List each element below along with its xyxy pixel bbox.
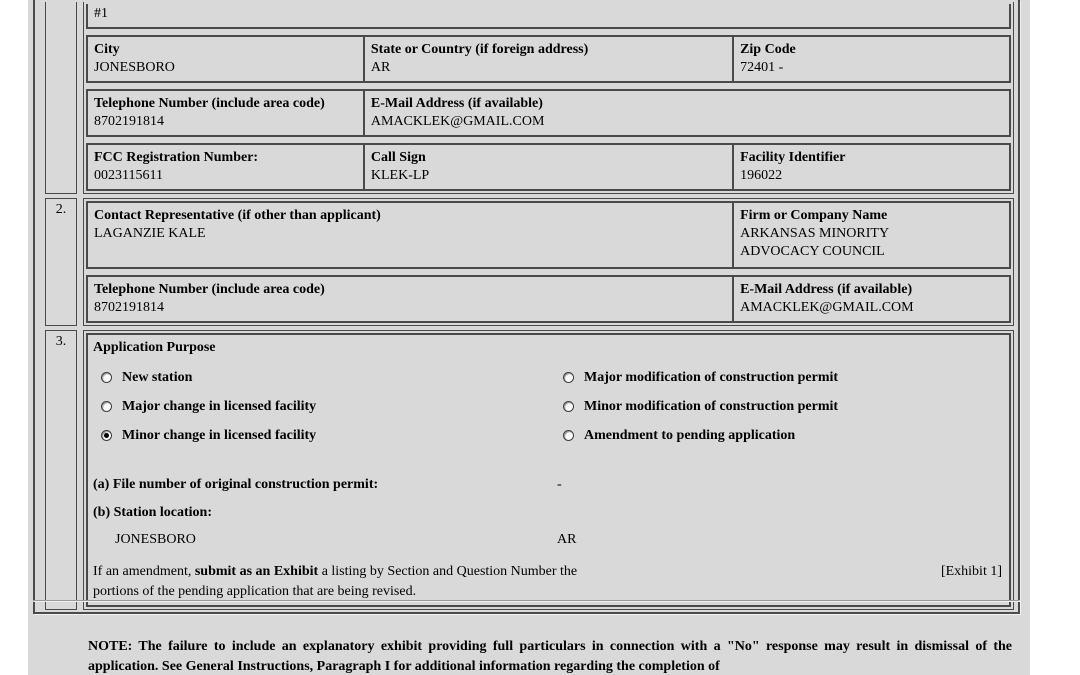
application-purpose-table <box>86 333 1011 607</box>
phone-label: Telephone Number (include area code) <box>94 96 325 111</box>
amendment-bold-text: submit as an Exhibit <box>194 564 319 579</box>
callsign-value: KLEK-LP <box>370 168 430 183</box>
firm-value: ARKANSAS MINORITY ADVOCACY COUNCIL <box>740 226 889 259</box>
option-major-change[interactable] <box>101 398 563 427</box>
station-location-label: (b) Station location: <box>93 505 212 520</box>
divider-rule <box>33 600 1020 602</box>
email-field <box>364 90 1010 136</box>
callsign-field <box>364 144 733 190</box>
radio-icon[interactable] <box>563 372 574 383</box>
contact-firm-table <box>86 201 1011 269</box>
address-value: #1 <box>94 6 108 21</box>
state-label: State or Country (if foreign address) <box>370 42 589 57</box>
frn-callsign-facility-table <box>86 143 1011 191</box>
station-location-label-row <box>93 504 1004 522</box>
phone-label-2: Telephone Number (include area code) <box>94 282 325 297</box>
form-row-3 <box>35 328 1018 612</box>
firm-field <box>733 202 1010 268</box>
facility-label: Facility Identifier <box>740 150 846 165</box>
station-location-values-row <box>93 531 1004 549</box>
radio-icon[interactable] <box>563 430 574 441</box>
phone-field <box>87 90 364 136</box>
facility-field <box>733 144 1010 190</box>
phone-value-2: 8702191814 <box>94 300 164 315</box>
email-value: AMACKLEK@GMAIL.COM <box>370 114 545 129</box>
purpose-title: Application Purpose <box>93 340 216 355</box>
radio-icon[interactable] <box>101 430 112 441</box>
address-field <box>87 4 1010 28</box>
phone-field-2 <box>87 276 733 322</box>
address-table <box>86 4 1011 29</box>
option-label: Minor change in licensed facility <box>122 428 317 443</box>
row-1-content <box>83 2 1014 194</box>
radio-icon[interactable] <box>101 372 112 383</box>
row-3-content <box>83 330 1014 610</box>
option-label: Major change in licensed facility <box>122 399 317 414</box>
item-number-2-cell: 2. <box>45 198 77 326</box>
email-field-2 <box>733 276 1010 322</box>
contact-rep-value: LAGANZIE KALE <box>94 226 206 241</box>
item-number-1-cell <box>45 2 77 194</box>
radio-icon[interactable] <box>101 401 112 412</box>
city-value: JONESBORO <box>94 60 175 75</box>
zip-label: Zip Code <box>740 42 796 57</box>
contact-rep-field <box>87 202 733 268</box>
item-number-3-cell: 3. <box>45 330 77 610</box>
option-new-station[interactable] <box>101 369 563 398</box>
exhibit-1-link[interactable]: [Exhibit 1] <box>940 564 1002 579</box>
email-label-2: E-Mail Address (if available) <box>740 282 913 297</box>
radio-icon[interactable] <box>563 401 574 412</box>
note-paragraph: NOTE: The failure to include an explanatory exhibit providing full particulars in connection with a "No" response may result in dismissal of the application. See General Instructions, Paragraph I for additional information regarding the completion of <box>88 639 1012 674</box>
phone-value: 8702191814 <box>94 114 164 129</box>
page-background <box>28 0 1030 675</box>
email-label: E-Mail Address (if available) <box>370 96 543 111</box>
frn-field <box>87 144 364 190</box>
phone-email-table <box>86 89 1011 137</box>
frn-label: FCC Registration Number: <box>94 150 259 165</box>
email-value-2: AMACKLEK@GMAIL.COM <box>740 300 914 315</box>
option-minor-change[interactable] <box>101 427 563 456</box>
option-label: Major modification of construction permit <box>584 370 839 385</box>
station-location-city: JONESBORO <box>115 532 196 547</box>
amendment-prefix: If an amendment, <box>93 564 195 579</box>
option-major-modification[interactable] <box>563 369 1004 398</box>
firm-label: Firm or Company Name <box>740 208 888 223</box>
zip-field <box>733 36 1010 82</box>
zip-value: 72401 - <box>740 60 784 75</box>
city-field <box>87 36 364 82</box>
form-row-1 <box>35 0 1018 196</box>
city-label: City <box>94 42 120 57</box>
application-purpose-section <box>87 334 1010 606</box>
station-location-state: AR <box>557 532 577 547</box>
state-field <box>364 36 733 82</box>
state-value: AR <box>370 60 391 75</box>
option-amendment[interactable] <box>563 427 1004 456</box>
file-number-value: - <box>557 477 562 492</box>
option-label: Amendment to pending application <box>584 428 796 443</box>
phone-email-table-2 <box>86 275 1011 323</box>
option-minor-modification[interactable] <box>563 398 1004 427</box>
amendment-note <box>93 562 593 602</box>
facility-value: 196022 <box>740 168 783 183</box>
row-2-content <box>83 198 1014 326</box>
file-number-row <box>93 476 1004 494</box>
amendment-note-row <box>93 562 1004 602</box>
form-row-2 <box>35 196 1018 328</box>
option-label: Minor modification of construction permit <box>584 399 839 414</box>
frn-value: 0023115611 <box>94 168 163 183</box>
application-form-table <box>33 0 1020 614</box>
purpose-options <box>93 369 1004 456</box>
amendment-suffix: a listing by Section and Question Number the portions of the pending application that are being revised. <box>93 564 578 599</box>
contact-rep-label: Contact Representative (if other than applicant) <box>94 208 381 223</box>
city-state-zip-table <box>86 35 1011 83</box>
option-label: New station <box>122 370 193 385</box>
callsign-label: Call Sign <box>370 150 426 165</box>
file-number-label: (a) File number of original construction permit: <box>93 477 379 492</box>
